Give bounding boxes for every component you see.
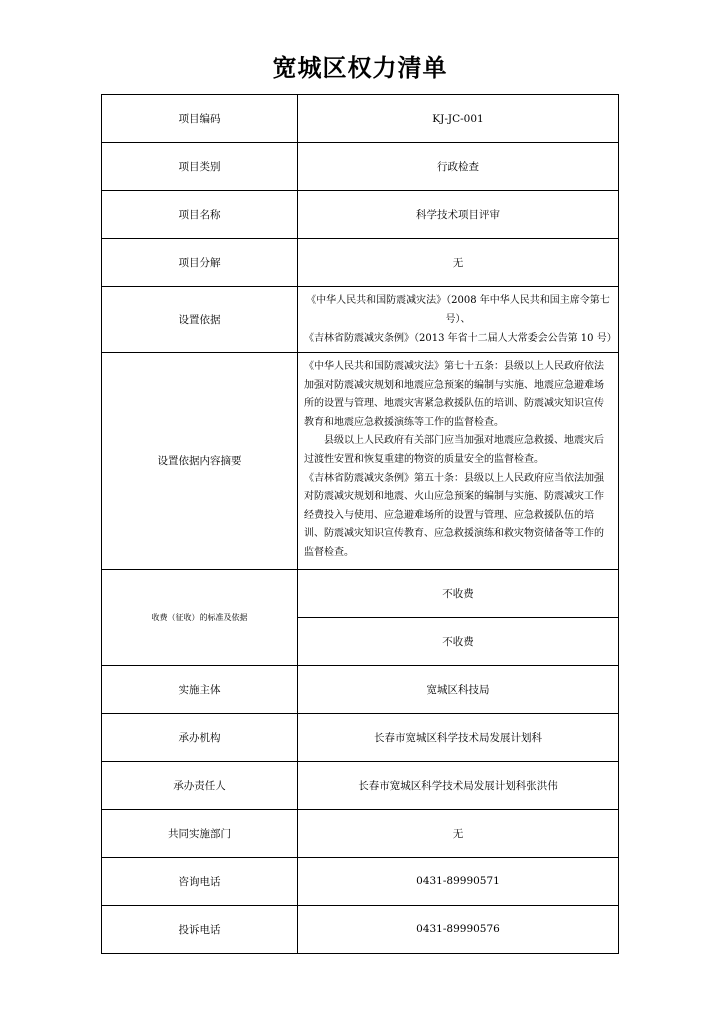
label-category: 项目类别 bbox=[102, 143, 298, 191]
value-agency: 长春市宽城区科学技术局发展计划科 bbox=[298, 713, 619, 761]
value-fees-1: 不收费 bbox=[298, 569, 619, 617]
label-breakdown: 项目分解 bbox=[102, 239, 298, 287]
table-row-complaint-phone bbox=[102, 905, 619, 953]
label-agency: 承办机构 bbox=[102, 713, 298, 761]
table-row-breakdown bbox=[102, 239, 619, 287]
table-row-agency bbox=[102, 713, 619, 761]
table-row-content bbox=[102, 353, 619, 570]
table-row-category bbox=[102, 143, 619, 191]
table-row-inquiry-phone bbox=[102, 857, 619, 905]
label-code: 项目编码 bbox=[102, 95, 298, 143]
value-category: 行政检查 bbox=[298, 143, 619, 191]
value-complaint-phone: 0431-89990576 bbox=[298, 905, 619, 953]
table-row-responsible bbox=[102, 761, 619, 809]
basis-line-1: 《中华人民共和国防震减灾法》（2008 年中华人民共和国主席令第七号）、 bbox=[306, 295, 610, 325]
label-joint: 共同实施部门 bbox=[102, 809, 298, 857]
value-breakdown: 无 bbox=[298, 239, 619, 287]
value-joint: 无 bbox=[298, 809, 619, 857]
label-basis: 设置依据 bbox=[102, 287, 298, 353]
table-row-basis bbox=[102, 287, 619, 353]
page-title: 宽城区权力清单 bbox=[272, 54, 448, 82]
label-content: 设置依据内容摘要 bbox=[102, 353, 298, 570]
table-row-name bbox=[102, 191, 619, 239]
label-subject: 实施主体 bbox=[102, 665, 298, 713]
label-complaint-phone: 投诉电话 bbox=[102, 905, 298, 953]
table-row-fees-1 bbox=[102, 569, 619, 617]
value-inquiry-phone: 0431-89990571 bbox=[298, 857, 619, 905]
table-row-joint bbox=[102, 809, 619, 857]
content-paragraph-1: 《中华人民共和国防震减灾法》第七十五条：县级以上人民政府依法加强对防震减灾规划和地震应急预案的编制与实施、地震应急避难场所的设置与管理、地震灾害紧急救援队伍的培训、防震减灾知识宣传教育和地震应急救援演练等工作的监督检查。 bbox=[304, 361, 604, 428]
basis-line-2: 《吉林省防震减灾条例》（2013 年省十二届人大常委会公告第 10 号） bbox=[304, 333, 617, 344]
power-list-table bbox=[101, 94, 619, 954]
value-code: KJ-JC-001 bbox=[298, 95, 619, 143]
label-name: 项目名称 bbox=[102, 191, 298, 239]
label-responsible: 承办责任人 bbox=[102, 761, 298, 809]
table-row-code bbox=[102, 95, 619, 143]
label-fees: 收费（征收）的标准及依据 bbox=[102, 569, 298, 665]
value-responsible: 长春市宽城区科学技术局发展计划科张洪伟 bbox=[298, 761, 619, 809]
value-fees-2: 不收费 bbox=[298, 617, 619, 665]
value-content bbox=[298, 353, 619, 570]
value-basis bbox=[298, 287, 619, 353]
content-paragraph-3: 《吉林省防震减灾条例》第五十条：县级以上人民政府应当依法加强对防震减灾规划和地震、火山应急预案的编制与实施、防震减灾工作经费投入与使用、应急避难场所的设置与管理、应急救援队伍的培训、防震减灾知识宣传教育、应急救援演练和救灾物资储备等工作的监督检查。 bbox=[304, 472, 604, 558]
value-name: 科学技术项目评审 bbox=[298, 191, 619, 239]
label-inquiry-phone: 咨询电话 bbox=[102, 857, 298, 905]
value-subject: 宽城区科技局 bbox=[298, 665, 619, 713]
table-row-subject bbox=[102, 665, 619, 713]
content-paragraph-2: 县级以上人民政府有关部门应当加强对地震应急救援、地震灾后过渡性安置和恢复重建的物资的质量安全的监督检查。 bbox=[304, 435, 604, 465]
